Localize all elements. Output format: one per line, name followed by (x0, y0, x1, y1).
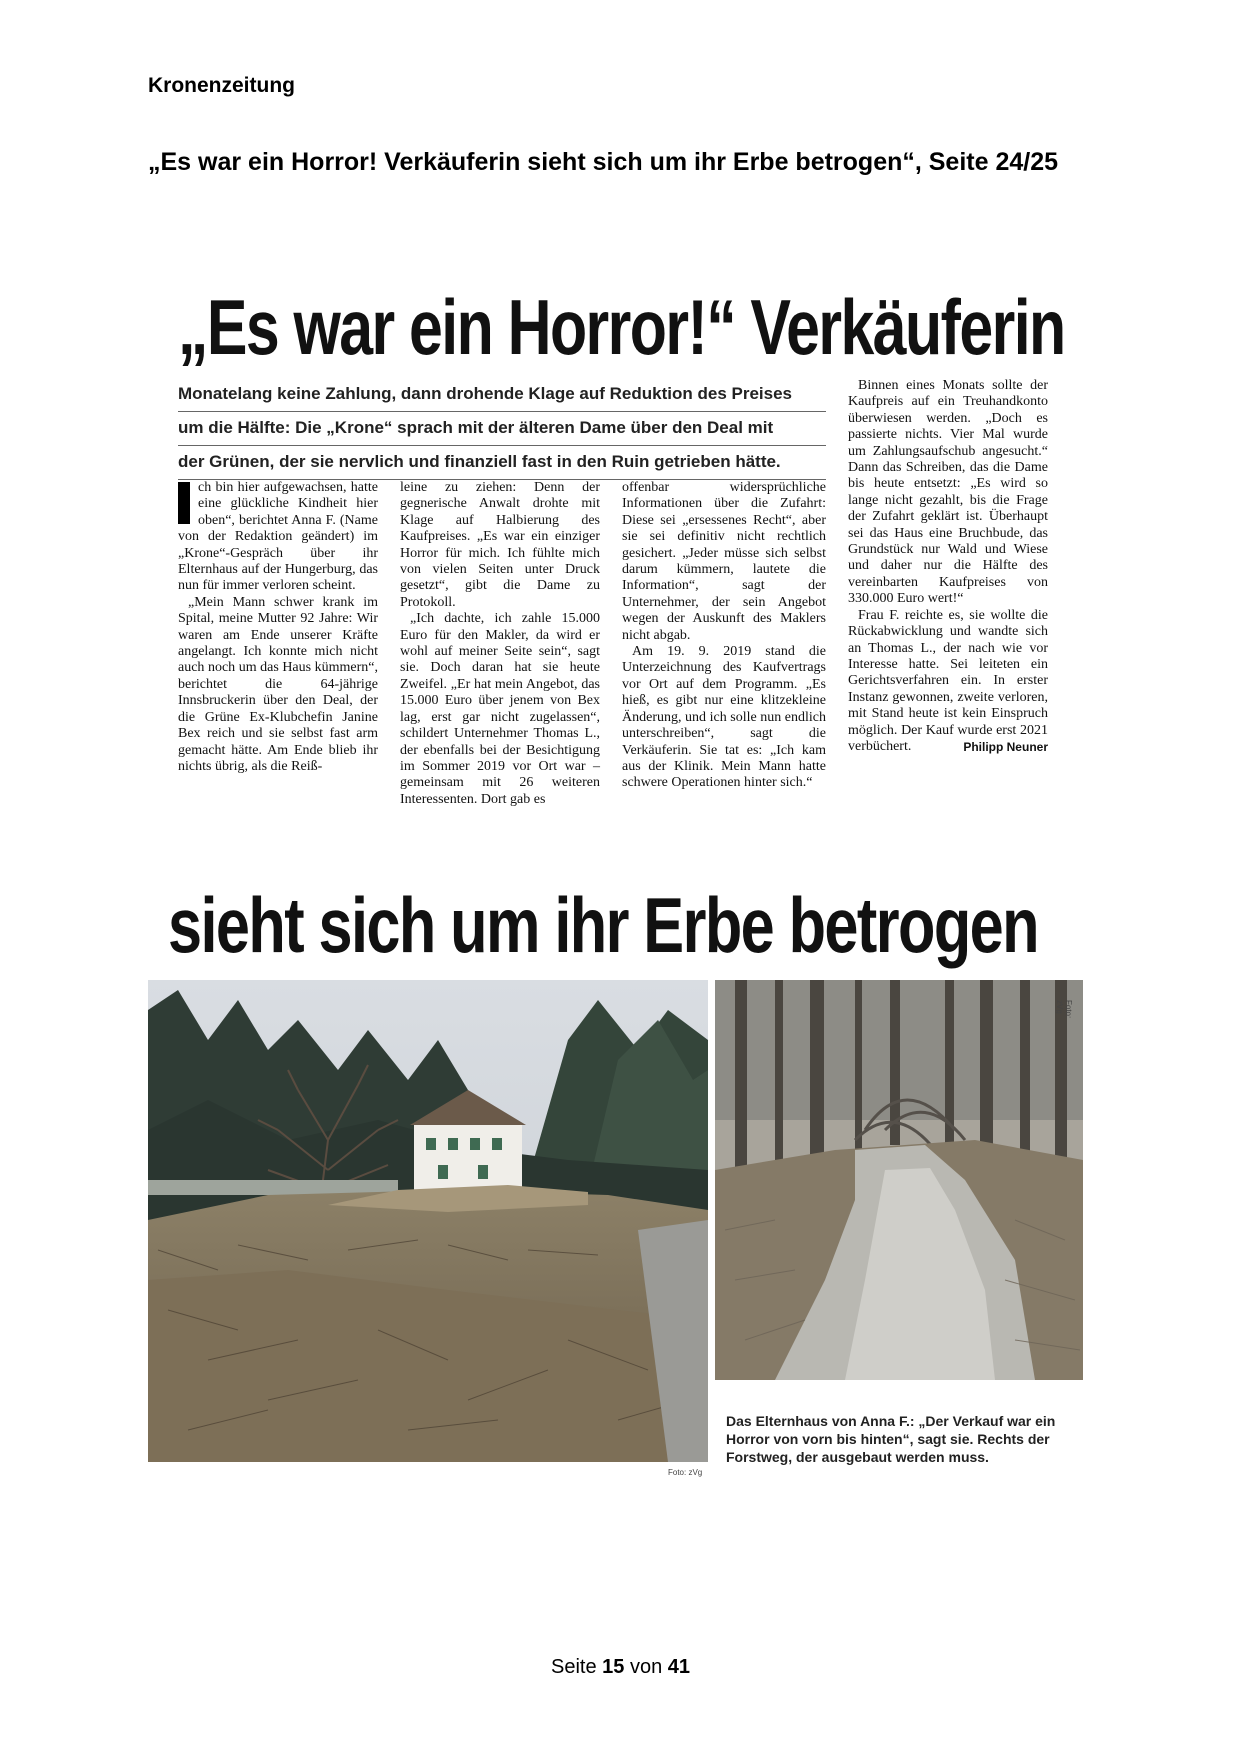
article-column-3 (622, 480, 826, 792)
column-paragraph: offenbar widersprüchliche Informationen über die Zufahrt: Diese sei „ersessenes Recht“, aber sie sei definitiv nicht rechtlich gesichert. „Jeder müsse sich selbst darum kümmern, lautete die Information“, sagt der Unternehmer, der sein Angebot wegen der Auskunft des Maklers nicht abgab. (622, 480, 826, 643)
column-paragraph: Frau F. reichte es, sie wollte die Rückabwicklung und wandte sich an Thomas L., der nach wie vor Interesse hatte. Sei leiteten ein Gerichtsverfahren ein. In erster Instanz gewonnen, zweite verloren, mit Stand heute ist kein Einspruch möglich. Der Kauf wurde erst 2021 verbüchert. (848, 607, 1048, 754)
lead-line: Monatelang keine Zahlung, dann drohende Klage auf Reduktion des Preises (178, 378, 826, 412)
lead-line: der Grünen, der sie nervlich und finanziell fast in den Ruin getrieben hätte. (178, 446, 826, 480)
newspaper-clipping (148, 280, 1088, 1475)
column-paragraph: ch bin hier aufgewachsen, hatte eine glückliche Kindheit hier oben“, berichtet Anna F. (Name von der Redaktion geändert) im „Krone“-Gespräch über ihr Elternhaus auf der Hungerburg, das nun für immer verloren scheint. (178, 480, 378, 594)
article-column-1 (178, 480, 378, 775)
column-paragraph: „Mein Mann schwer krank im Spital, meine Mutter 92 Jahre: Wir waren am Ende unserer Kräfte angelangt. Ich konnte mich nicht auch noch um das Haus kümmern“, berichtet die 64-jährige Innsbruckerin über den Deal, der die Grüne Ex-Klubchefin Janine Bex reich und sie selbst fast arm gemacht hätte. Am Ende blieb ihr nichts übrig, als die Reiß- (178, 594, 378, 774)
forest-road-photo (715, 980, 1083, 1380)
column-paragraph: „Ich dachte, ich zahle 15.000 Euro für den Makler, da wird er wohl auf meiner Seite sein“, sagt sie. Doch daran hat sie heute Zweifel. „Er hat mein Angebot, das 15.000 Euro über jenem von Bex lag, erst gar nicht zugelassen“, schildert Unternehmer Thomas L., der ebenfalls bei der Besichtigung im Sommer 2019 vor Ort war – gemeinsam mit 26 weiteren Interessenten. Dort gab es (400, 611, 600, 807)
photo-credit: Foto: zVg (1055, 1000, 1073, 1019)
article-author: Philipp Neuner (963, 739, 1048, 754)
article-column-4 (848, 378, 1048, 755)
lead-line: um die Hälfte: Die „Krone“ sprach mit der älteren Dame über den Deal mit (178, 412, 826, 446)
column-paragraph: Binnen eines Monats sollte der Kaufpreis auf ein Treuhandkonto überwiesen werden. „Doch es passierte nichts. Vier Mal wurde um Zahlungsaufschub angesucht.“ Dann das Schreiben, das die Dame bis heute entsetzt: „Es wird so lange nicht gezahlt, bis die Frage der Zufahrt geklärt ist. Überhaupt sei das Haus eine Bruchbude, das Grundstück nur Wald und Wiese und daher nur die Hälfte des vereinbarten Kaufpreises von 330.000 Euro wert!“ (848, 378, 1048, 607)
document-headline: „Es war ein Horror! Verkäuferin sieht sich um ihr Erbe betrogen“, Seite 24/25 (148, 148, 1059, 176)
article-headline-top: „Es war ein Horror!“ Verkäuferin (178, 283, 1065, 371)
photo-credit: Foto: zVg (668, 1468, 703, 1477)
column-paragraph: Am 19. 9. 2019 stand die Unterzeichnung des Kaufvertrags vor Ort auf dem Programm. „Es hieß, es gibt nur eine klitzekleine Änderung, und ich solle nun endlich unterschreiben“, sagt die Verkäuferin. Sie tat es: „Ich kam aus der Klinik. Mein Mann hatte schwere Operationen hinter sich.“ (622, 644, 826, 791)
photo-caption: Das Elternhaus von Anna F.: „Der Verkauf war ein Horror von vorn bis hinten“, sagt sie. Rechts der Forstweg, der ausgebaut werden muss. (726, 1413, 1056, 1465)
article-column-2 (400, 480, 600, 808)
house-photo (148, 980, 708, 1462)
current-page-number: 15 (602, 1656, 625, 1678)
article-lead (178, 378, 826, 480)
article-headline-bottom: sieht sich um ihr Erbe betrogen (168, 881, 1038, 969)
dropcap-marker (178, 482, 190, 524)
column-paragraph: leine zu ziehen: Denn der gegnerische Anwalt drohte mit Klage auf Halbierung des Kaufpreises. „Es war ein einziger Horror für mich. Ich fühlte mich von vielen Seiten unter Druck gesetzt“, gibt die Dame zu Protokoll. (400, 480, 600, 610)
footer-mid: von (629, 1656, 663, 1678)
source-label: Kronenzeitung (148, 74, 295, 97)
total-page-count: 41 (667, 1656, 691, 1678)
page-footer (0, 1656, 1241, 1679)
footer-prefix: Seite (550, 1656, 597, 1678)
